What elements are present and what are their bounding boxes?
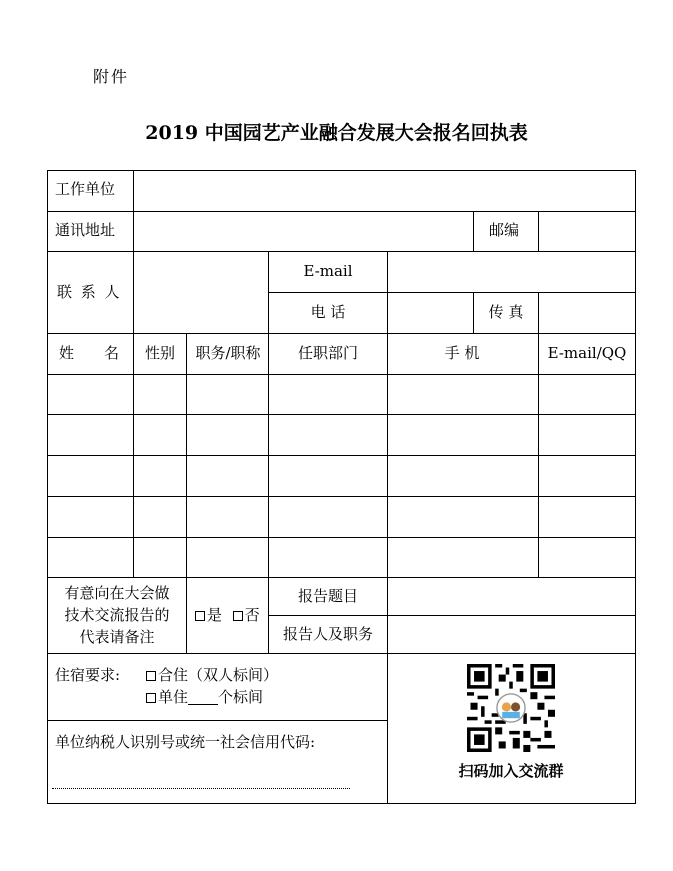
contact-field[interactable] bbox=[134, 252, 268, 333]
page-title: 2019 中国园艺产业融合发展大会报名回执表 bbox=[145, 122, 528, 144]
table-row[interactable] bbox=[48, 456, 635, 496]
col-name-header: 姓 名 bbox=[59, 344, 120, 362]
postcode-label: 邮编 bbox=[489, 221, 520, 239]
shared-label: 合住（双人标间） bbox=[158, 666, 279, 684]
qr-caption: 扫码加入交流群 bbox=[458, 762, 564, 780]
report-option bbox=[195, 608, 260, 623]
phone-label: 电 话 bbox=[310, 303, 346, 321]
report-note-line3: 代表请备注 bbox=[79, 628, 155, 646]
no-checkbox[interactable] bbox=[233, 611, 243, 621]
lodging-single-option bbox=[146, 690, 263, 705]
report-topic-label: 报告题目 bbox=[297, 587, 359, 605]
address-field[interactable] bbox=[134, 212, 473, 251]
table-row[interactable] bbox=[48, 538, 635, 577]
col-email-qq-header: E-mail/QQ bbox=[547, 344, 627, 362]
postcode-field[interactable] bbox=[539, 212, 635, 251]
fax-label: 传 真 bbox=[488, 303, 524, 321]
address-label: 通讯地址 bbox=[55, 221, 116, 239]
lodging-label: 住宿要求: bbox=[55, 666, 121, 684]
email-label: E-mail bbox=[303, 262, 353, 280]
shared-checkbox[interactable] bbox=[146, 671, 156, 681]
reporter-field[interactable] bbox=[388, 616, 635, 653]
work-unit-label: 工作单位 bbox=[55, 180, 116, 198]
col-mobile-header: 手 机 bbox=[444, 344, 480, 362]
attachment-label: 附件 bbox=[93, 67, 130, 86]
fax-field[interactable] bbox=[539, 293, 635, 333]
single-suffix: 个标间 bbox=[218, 688, 264, 706]
col-department-header: 任职部门 bbox=[297, 344, 359, 362]
report-note-line2: 技术交流报告的 bbox=[64, 606, 170, 624]
report-note-line1: 有意向在大会做 bbox=[64, 584, 170, 602]
tax-id-line[interactable] bbox=[52, 788, 350, 789]
table-row[interactable] bbox=[48, 497, 635, 537]
contact-label: 联 系 人 bbox=[57, 283, 122, 301]
no-label: 否 bbox=[244, 606, 260, 624]
col-gender-header: 性别 bbox=[144, 344, 176, 362]
yes-checkbox[interactable] bbox=[195, 611, 205, 621]
qr-code-icon bbox=[467, 664, 555, 752]
single-count-blank[interactable] bbox=[188, 690, 218, 705]
email-field[interactable] bbox=[388, 252, 635, 292]
table-row[interactable] bbox=[48, 375, 635, 414]
col-title-header: 职务/职称 bbox=[195, 344, 261, 362]
phone-field[interactable] bbox=[388, 293, 473, 333]
work-unit-field[interactable] bbox=[134, 171, 635, 211]
table-row[interactable] bbox=[48, 415, 635, 455]
single-prefix: 单住 bbox=[158, 688, 189, 706]
single-checkbox[interactable] bbox=[146, 693, 156, 703]
yes-label: 是 bbox=[207, 606, 223, 624]
lodging-shared-option bbox=[146, 668, 278, 683]
report-topic-field[interactable] bbox=[388, 578, 635, 615]
tax-id-label: 单位纳税人识别号或统一社会信用代码: bbox=[55, 733, 316, 751]
reporter-label: 报告人及职务 bbox=[282, 625, 374, 643]
